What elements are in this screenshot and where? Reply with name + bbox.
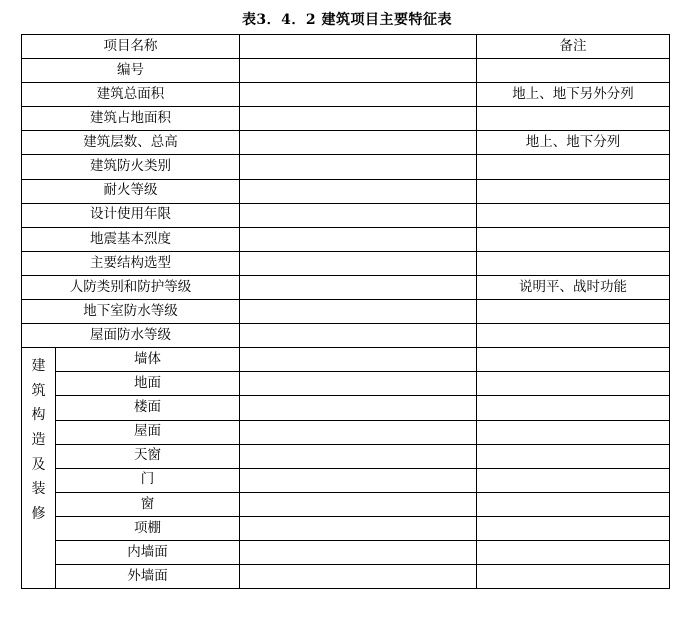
group-row bbox=[22, 468, 670, 492]
row-name: 设计使用年限 bbox=[22, 203, 240, 227]
group-item-remarks bbox=[477, 540, 670, 564]
group-item-value bbox=[240, 420, 477, 444]
row-remarks: 说明平、战时功能 bbox=[477, 275, 670, 299]
row-value bbox=[240, 83, 477, 107]
table-row bbox=[22, 83, 670, 107]
row-name: 耐火等级 bbox=[22, 179, 240, 203]
group-item-name: 外墙面 bbox=[56, 565, 240, 589]
group-row bbox=[22, 396, 670, 420]
row-remarks bbox=[477, 59, 670, 83]
table-row bbox=[22, 300, 670, 324]
group-label-char: 构 bbox=[31, 407, 46, 424]
row-value bbox=[240, 275, 477, 299]
group-label bbox=[22, 348, 56, 589]
table-row bbox=[22, 59, 670, 83]
row-remarks bbox=[477, 155, 670, 179]
group-item-remarks bbox=[477, 444, 670, 468]
group-item-value bbox=[240, 372, 477, 396]
group-row bbox=[22, 372, 670, 396]
group-item-name: 地面 bbox=[56, 372, 240, 396]
row-value bbox=[240, 227, 477, 251]
group-row bbox=[22, 420, 670, 444]
row-remarks bbox=[477, 203, 670, 227]
row-remarks bbox=[477, 251, 670, 275]
group-label-char: 建 bbox=[31, 358, 46, 375]
group-item-value bbox=[240, 468, 477, 492]
row-value bbox=[240, 155, 477, 179]
table-row bbox=[22, 107, 670, 131]
row-value bbox=[240, 179, 477, 203]
feature-table bbox=[21, 34, 670, 589]
table-row bbox=[22, 155, 670, 179]
group-row bbox=[22, 444, 670, 468]
group-item-name: 天窗 bbox=[56, 444, 240, 468]
group-item-value bbox=[240, 396, 477, 420]
row-remarks: 地上、地下分列 bbox=[477, 131, 670, 155]
header-row bbox=[22, 35, 670, 59]
group-label-char: 装 bbox=[31, 481, 46, 498]
group-item-remarks bbox=[477, 348, 670, 372]
group-item-remarks bbox=[477, 468, 670, 492]
row-name: 建筑占地面积 bbox=[22, 107, 240, 131]
group-row bbox=[22, 348, 670, 372]
table-row bbox=[22, 131, 670, 155]
table-row bbox=[22, 179, 670, 203]
group-item-value bbox=[240, 444, 477, 468]
header-name: 项目名称 bbox=[22, 35, 240, 59]
group-label-char: 筑 bbox=[31, 382, 46, 399]
group-item-remarks bbox=[477, 372, 670, 396]
row-value bbox=[240, 131, 477, 155]
group-item-remarks bbox=[477, 420, 670, 444]
group-item-value bbox=[240, 348, 477, 372]
header-remarks: 备注 bbox=[477, 35, 670, 59]
table-row bbox=[22, 275, 670, 299]
group-item-name: 墙体 bbox=[56, 348, 240, 372]
row-name: 屋面防水等级 bbox=[22, 324, 240, 348]
row-remarks bbox=[477, 107, 670, 131]
row-value bbox=[240, 203, 477, 227]
group-item-remarks bbox=[477, 565, 670, 589]
row-value bbox=[240, 59, 477, 83]
group-label-char: 修 bbox=[31, 505, 46, 522]
group-item-value bbox=[240, 540, 477, 564]
table-row bbox=[22, 251, 670, 275]
group-row bbox=[22, 565, 670, 589]
group-item-value bbox=[240, 492, 477, 516]
row-name: 地下室防水等级 bbox=[22, 300, 240, 324]
row-name: 人防类别和防护等级 bbox=[22, 275, 240, 299]
row-remarks bbox=[477, 179, 670, 203]
row-name: 主要结构选型 bbox=[22, 251, 240, 275]
row-name: 建筑层数、总高 bbox=[22, 131, 240, 155]
row-name: 编号 bbox=[22, 59, 240, 83]
group-item-name: 屋面 bbox=[56, 420, 240, 444]
row-value bbox=[240, 300, 477, 324]
row-remarks: 地上、地下另外分列 bbox=[477, 83, 670, 107]
group-item-remarks bbox=[477, 516, 670, 540]
row-value bbox=[240, 107, 477, 131]
group-row bbox=[22, 540, 670, 564]
table-row bbox=[22, 227, 670, 251]
row-name: 地震基本烈度 bbox=[22, 227, 240, 251]
group-label-char: 造 bbox=[31, 432, 46, 448]
group-item-remarks bbox=[477, 492, 670, 516]
group-item-name: 门 bbox=[56, 468, 240, 492]
group-item-name: 窗 bbox=[56, 492, 240, 516]
row-name: 建筑防火类别 bbox=[22, 155, 240, 179]
group-row bbox=[22, 516, 670, 540]
group-item-name: 内墙面 bbox=[56, 540, 240, 564]
group-item-name: 项棚 bbox=[56, 516, 240, 540]
header-value bbox=[240, 35, 477, 59]
group-label-char: 及 bbox=[31, 456, 46, 473]
row-remarks bbox=[477, 300, 670, 324]
group-item-value bbox=[240, 565, 477, 589]
row-value bbox=[240, 324, 477, 348]
table-title: 表3．4．2 建筑项目主要特征表 bbox=[241, 12, 453, 28]
row-name: 建筑总面积 bbox=[22, 83, 240, 107]
row-remarks bbox=[477, 227, 670, 251]
group-item-name: 楼面 bbox=[56, 396, 240, 420]
row-remarks bbox=[477, 324, 670, 348]
group-row bbox=[22, 492, 670, 516]
row-value bbox=[240, 251, 477, 275]
table-row bbox=[22, 324, 670, 348]
group-item-remarks bbox=[477, 396, 670, 420]
table-row bbox=[22, 203, 670, 227]
group-item-value bbox=[240, 516, 477, 540]
